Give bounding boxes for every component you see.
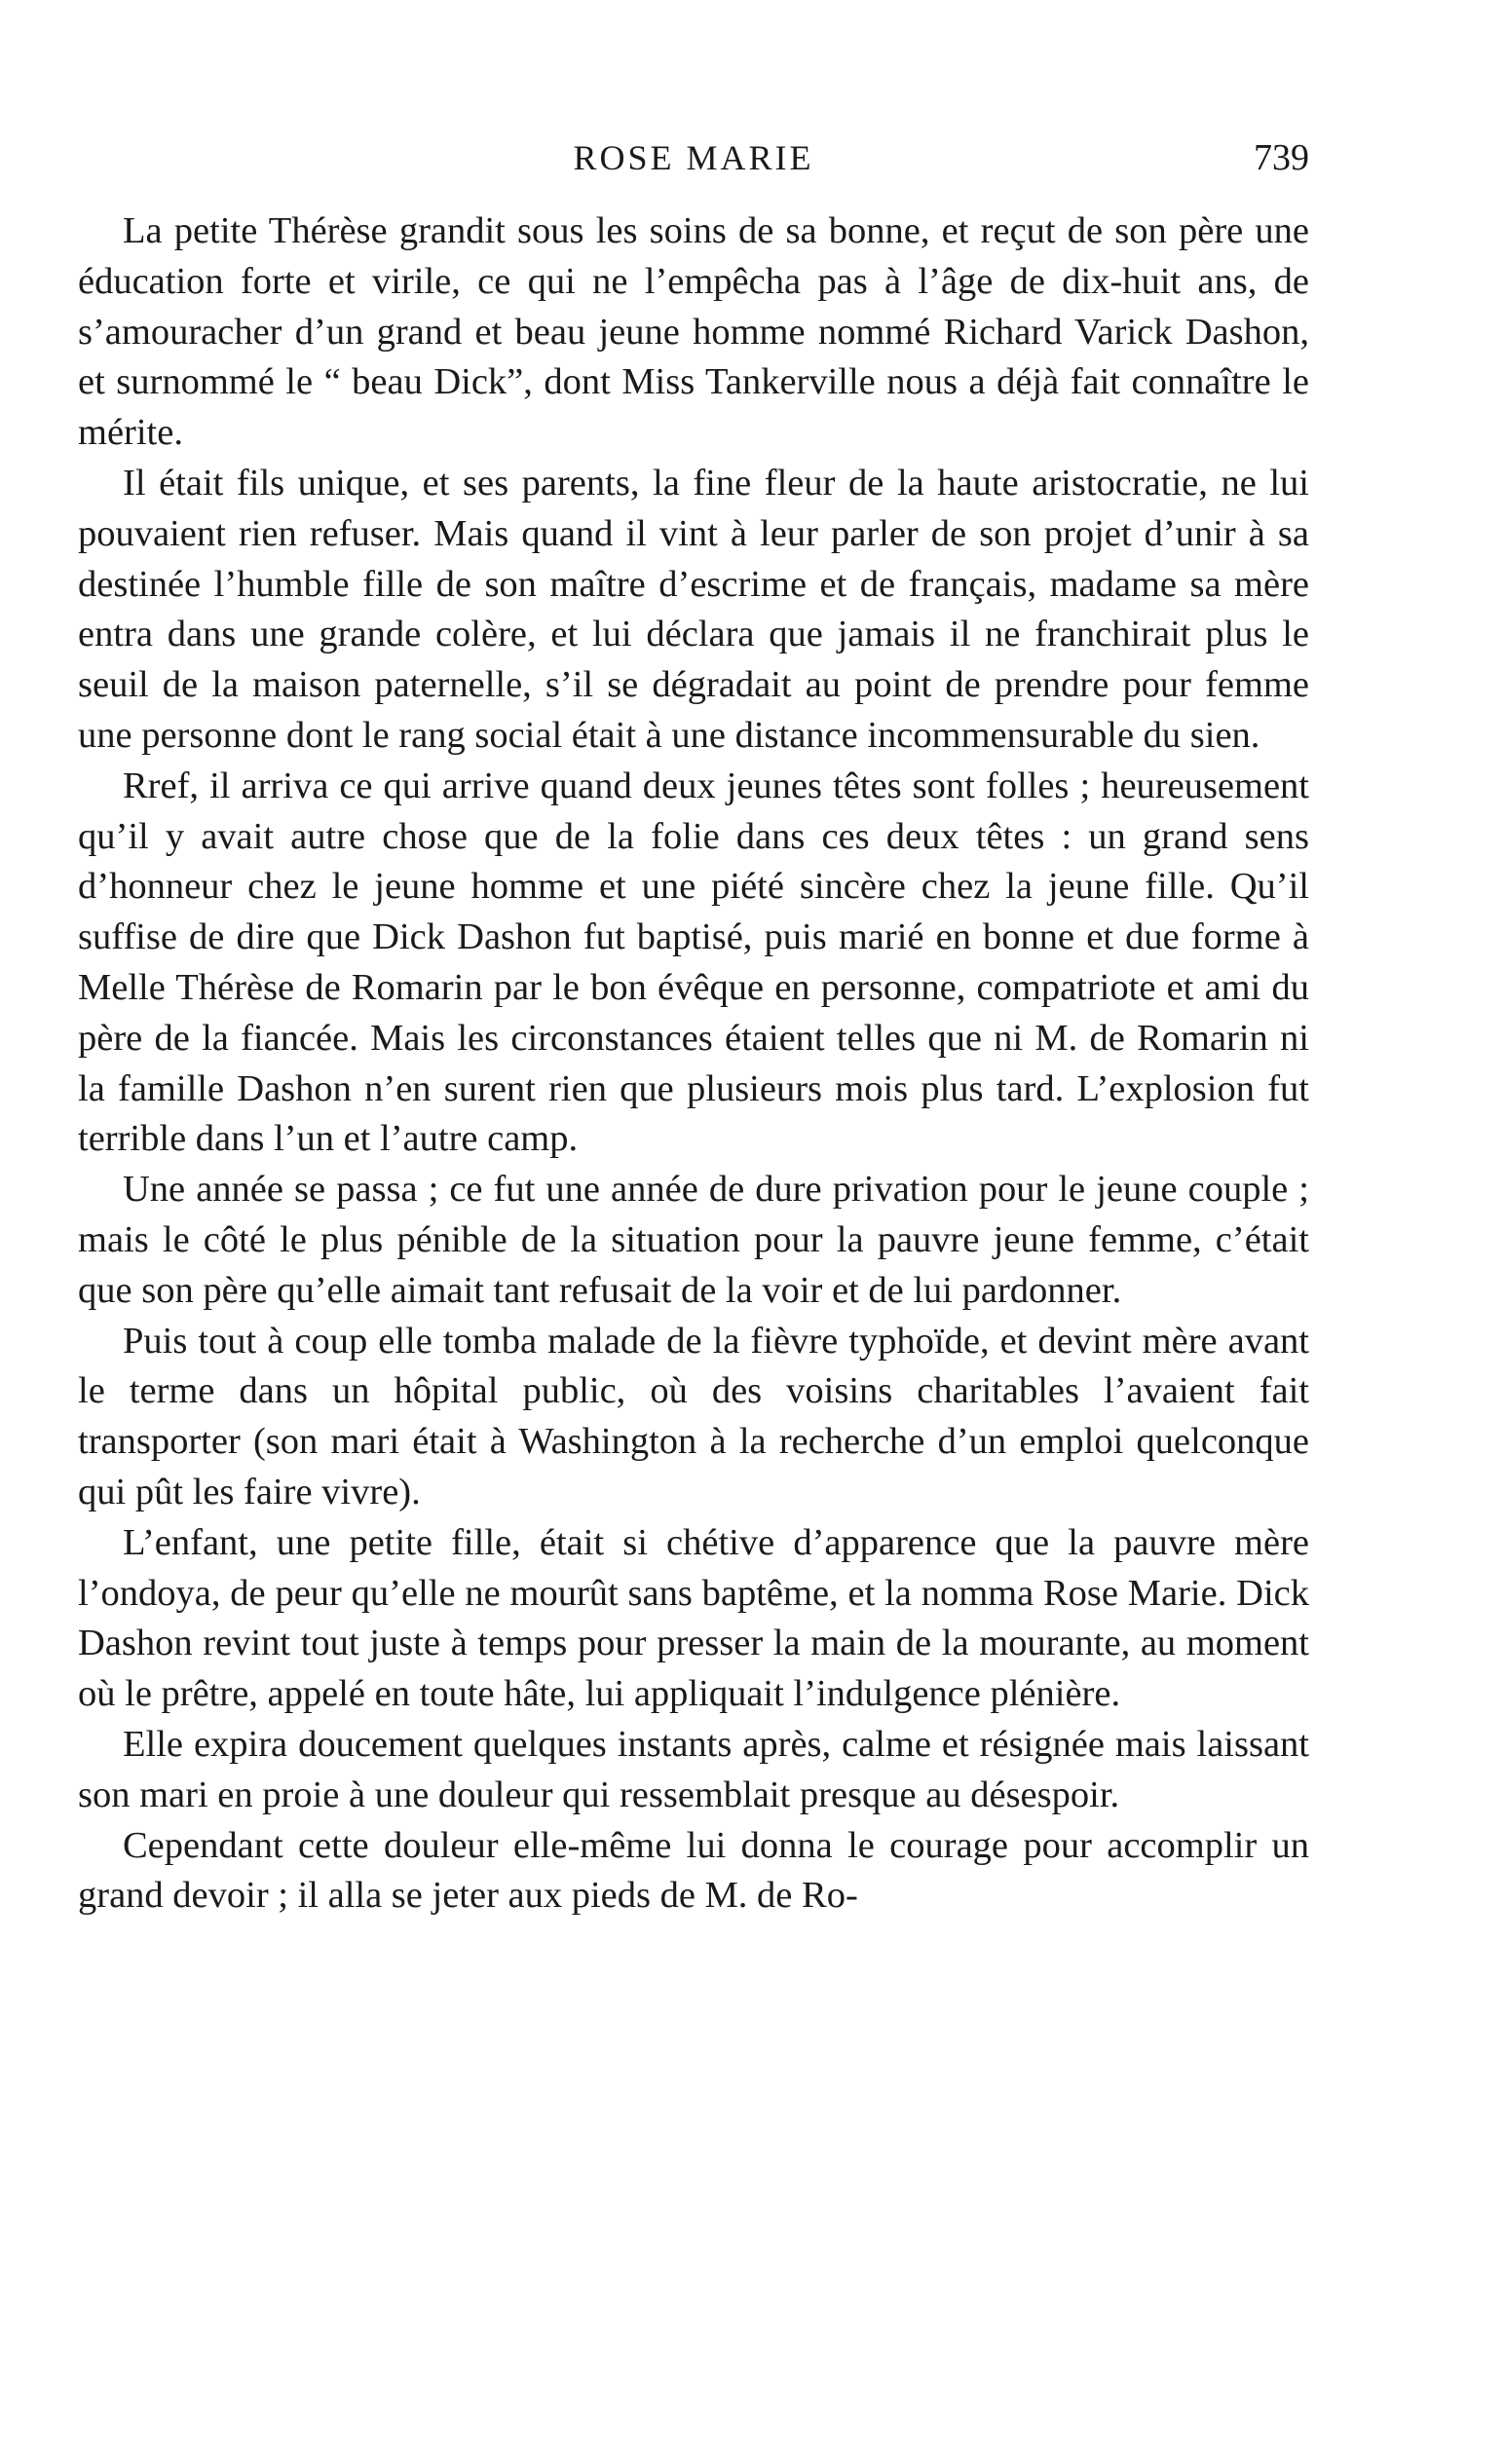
paragraph: L’enfant, une petite fille, était si chétive d’apparence que la pauvre mère l’ondoya, de peur qu’elle ne mourût sans baptême, et la nomma Rose Marie. Dick Dashon revint tout juste à temps pour presser la main de la mourante, au moment où le prêtre, appelé en toute hâte, lui appliquait l’indulgence plénière. — [78, 1521, 1309, 1715]
running-head — [78, 129, 1309, 187]
paragraph: La petite Thérèse grandit sous les soins de sa bonne, et reçut de son père une éducation forte et virile, ce qui ne l’empêcha pas à l’âge de dix-huit ans, de s’amouracher d’un grand et beau jeune homme nommé Richard Varick Dashon, et surnommé le “ beau Dick”, dont Miss Tankerville nous a déjà fait connaître le mérite. — [78, 210, 1309, 454]
paragraph: Rref, il arriva ce qui arrive quand deux jeunes têtes sont folles ; heureusement qu’il y avait autre chose que de la folie dans ces deux têtes : un grand sens d’honneur chez le jeune homme et une piété sincère chez la jeune fille. Qu’il suffise de dire que Dick Dashon fut baptisé, puis marié en bonne et due forme à Melle Thérèse de Romarin par le bon évêque en personne, compatriote et ami du père de la fiancée. Mais les circonstances étaient telles que ni M. de Romarin ni la famille Dashon n’en surent rien que plusieurs mois plus tard. L’explosion fut terrible dans l’un et l’autre camp. — [78, 765, 1309, 1160]
paragraph: Puis tout à coup elle tomba malade de la fièvre typhoïde, et devint mère avant le terme dans un hôpital public, où des voisins charitables l’avaient fait transporter (son mari était à Washington à la recherche d’un emploi quelconque qui pût les faire vivre). — [78, 1320, 1309, 1512]
paragraph: Cependant cette douleur elle-même lui donna le courage pour accomplir un grand devoir ; il alla se jeter aux pieds de M. de Ro- — [78, 1824, 1309, 1917]
paragraph: Elle expira doucement quelques instants après, calme et résignée mais laissant son mari en proie à une douleur qui ressemblait presque au désespoir. — [78, 1723, 1309, 1815]
body-text — [78, 206, 1309, 2300]
running-title: ROSE MARIE — [573, 138, 814, 177]
page-number: 739 — [1254, 137, 1309, 178]
paragraph: Il était fils unique, et ses parents, la fine fleur de la haute aristocratie, ne lui pouvaient rien refuser. Mais quand il vint à leur parler de son projet d’unir à sa destinée l’humble fille de son maître d’escrime et de français, madame sa mère entra dans une grande colère, et lui déclara que jamais il ne franchirait plus le seuil de la maison paternelle, s’il se dégradait au point de prendre pour femme une personne dont le rang social était à une distance incommensurable du sien. — [78, 462, 1309, 756]
paragraph: Une année se passa ; ce fut une année de dure privation pour le jeune couple ; mais le côté le plus pénible de la situation pour la pauvre jeune femme, c’était que son père qu’elle aimait tant refusait de la voir et de lui pardonner. — [78, 1169, 1309, 1311]
